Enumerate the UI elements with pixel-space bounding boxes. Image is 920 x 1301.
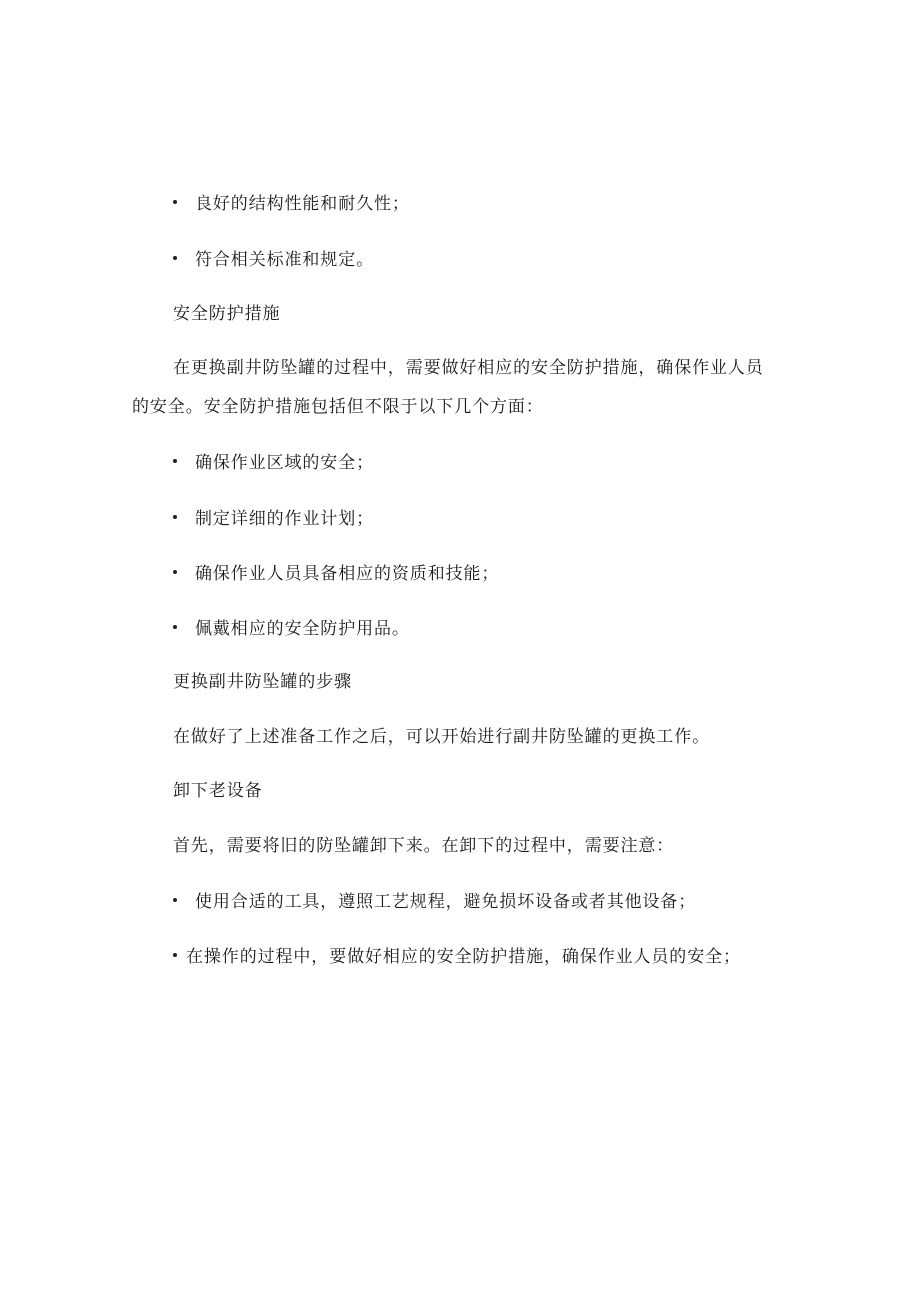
bullet-dot-icon	[173, 898, 177, 902]
list-item-text: 在操作的过程中，要做好相应的安全防护措施，确保作业人员的安全；	[186, 947, 741, 967]
list-item	[173, 451, 374, 475]
paragraph-steps: 在做好了上述准备工作之后，可以开始进行副井防坠罐的更换工作。	[173, 727, 710, 747]
list-item	[173, 617, 410, 641]
bullet-dot-icon	[173, 515, 177, 519]
list-item-text: 使用合适的工具，遵照工艺规程，避免损坏设备或者其他设备；	[195, 892, 697, 912]
section-heading-remove: 卸下老设备	[173, 781, 263, 801]
bullet-dot-icon	[173, 459, 177, 463]
list-item	[173, 507, 374, 531]
section-heading-steps: 更换副井防坠罐的步骤	[173, 672, 352, 692]
list-item	[173, 248, 374, 272]
bullet-dot-icon	[173, 570, 177, 574]
list-item-text: 佩戴相应的安全防护用品。	[195, 619, 410, 639]
list-item-text: 符合相关标准和规定。	[195, 250, 374, 270]
bullet-dot-icon	[173, 625, 177, 629]
list-item-text: 确保作业区域的安全；	[195, 453, 374, 473]
list-item	[173, 890, 696, 914]
list-item-text: 良好的结构性能和耐久性；	[195, 194, 410, 214]
paragraph-remove: 首先，需要将旧的防坠罐卸下来。在卸下的过程中，需要注意：	[173, 836, 675, 856]
bullet-dot-icon	[173, 256, 177, 260]
paragraph-safety-line-1: 在更换副井防坠罐的过程中，需要做好相应的安全防护措施，确保作业人员	[173, 358, 764, 378]
list-item	[173, 562, 499, 586]
bullet-dot-icon	[173, 953, 177, 957]
list-item-text: 确保作业人员具备相应的资质和技能；	[195, 564, 500, 584]
list-item	[173, 945, 741, 969]
paragraph-safety-line-2: 的安全。安全防护措施包括但不限于以下几个方面：	[132, 397, 544, 417]
section-heading-safety: 安全防护措施	[173, 304, 281, 324]
bullet-dot-icon	[173, 200, 177, 204]
list-item	[173, 192, 410, 216]
list-item-text: 制定详细的作业计划；	[195, 509, 374, 529]
